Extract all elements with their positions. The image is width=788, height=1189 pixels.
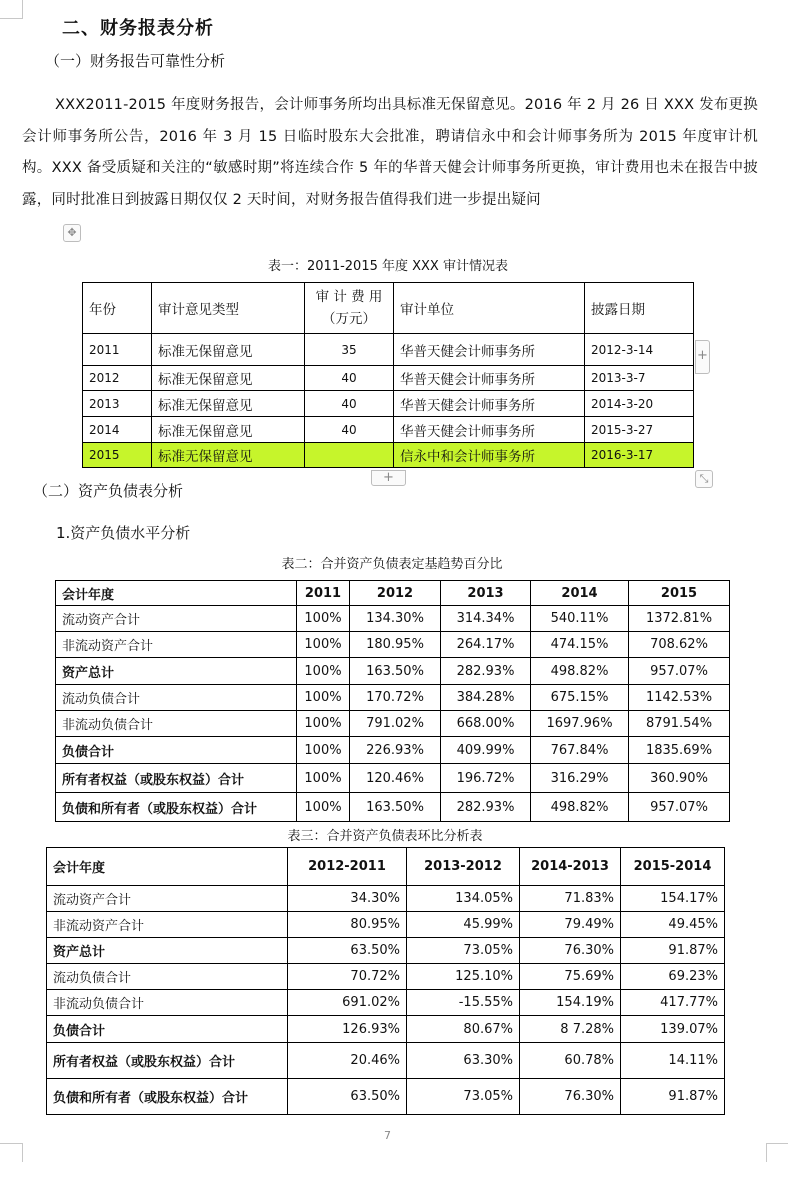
cell: 2015-3-27 — [585, 417, 694, 443]
cell: 40 — [305, 366, 394, 391]
header-cell: 2012 — [350, 581, 441, 606]
subsection-title-reliability: （一）财务报告可靠性分析 — [45, 52, 226, 70]
cell: 2014-3-20 — [585, 391, 694, 417]
row-label: 负债和所有者（或股东权益）合计 — [47, 1079, 288, 1115]
cell: 标准无保留意见 — [152, 417, 305, 443]
row-label: 所有者权益（或股东权益）合计 — [56, 764, 297, 793]
cell: 120.46% — [350, 764, 441, 793]
body-paragraph: XXX2011-2015 年度财务报告，会计师事务所均出具标准无保留意见。2016 年 2 月 26 日 XXX 发布更换会计师事务所公告，2016 年 3 月 15 日临时股东大会批准，聘请信永中和会计师事务所为 2015 年度审计机构。XXX 备受质疑和关注的“敏感时期”将连续合作 5 年的华普天健会计师事务所更换，审计费用也未在报告中披露，同时批准日到披露日期仅仅 2 天时间，对财务报告值得我们进一步提出疑问 — [22, 97, 758, 208]
cell: 80.67% — [407, 1016, 520, 1043]
header-cell: 审计意见类型 — [152, 283, 305, 334]
cell: 34.30% — [288, 886, 407, 912]
cell: 91.87% — [621, 1079, 725, 1115]
cell: 40 — [305, 417, 394, 443]
cell: 华普天健会计师事务所 — [394, 417, 585, 443]
header-cell: 年份 — [83, 283, 152, 334]
cell: 957.07% — [629, 658, 730, 685]
table3-caption: 表三：合并资产负债表环比分析表 — [287, 829, 483, 844]
cell: 华普天健会计师事务所 — [394, 391, 585, 417]
cell: 180.95% — [350, 632, 441, 658]
cell: 100% — [297, 737, 350, 764]
table2-caption: 表二：合并资产负债表定基趋势百分比 — [281, 557, 503, 572]
cell: 154.17% — [621, 886, 725, 912]
cell: 791.02% — [350, 711, 441, 737]
header-cell: 2014-2013 — [520, 848, 621, 886]
row-label: 负债和所有者（或股东权益）合计 — [56, 793, 297, 822]
table-row — [56, 793, 730, 822]
cell: 80.95% — [288, 912, 407, 938]
cell: 100% — [297, 764, 350, 793]
cell: 45.99% — [407, 912, 520, 938]
row-label: 流动负债合计 — [47, 964, 288, 990]
header-cell: 2014 — [531, 581, 629, 606]
cell: 20.46% — [288, 1043, 407, 1079]
row-label: 资产总计 — [47, 938, 288, 964]
cell: 63.50% — [288, 938, 407, 964]
cell: 409.99% — [441, 737, 531, 764]
cell: 2015 — [83, 443, 152, 468]
table-row — [83, 391, 694, 417]
cell: 498.82% — [531, 793, 629, 822]
cell: 100% — [297, 632, 350, 658]
cell: 35 — [305, 334, 394, 366]
cell: 63.30% — [407, 1043, 520, 1079]
header-cell: 2011 — [297, 581, 350, 606]
cell: 384.28% — [441, 685, 531, 711]
period-comparison-table — [46, 847, 725, 1115]
cell: 华普天健会计师事务所 — [394, 334, 585, 366]
header-cell: 会计年度 — [47, 848, 288, 886]
cell: 2014 — [83, 417, 152, 443]
cell: 170.72% — [350, 685, 441, 711]
trend-percentage-table — [55, 580, 730, 822]
cell: 14.11% — [621, 1043, 725, 1079]
header-cell: 会计年度 — [56, 581, 297, 606]
cell: 126.93% — [288, 1016, 407, 1043]
header-cell: 审 计 费 用（万元） — [305, 283, 394, 334]
cell: 498.82% — [531, 658, 629, 685]
table-row — [56, 658, 730, 685]
table-row — [56, 764, 730, 793]
table-row — [47, 912, 725, 938]
cell: 163.50% — [350, 793, 441, 822]
header-cell: 2015 — [629, 581, 730, 606]
cell — [305, 443, 394, 468]
row-label: 流动资产合计 — [47, 886, 288, 912]
table-move-handle-icon[interactable]: ✥ — [63, 224, 81, 242]
header-cell: 2012-2011 — [288, 848, 407, 886]
cell: 8791.54% — [629, 711, 730, 737]
cell: 79.49% — [520, 912, 621, 938]
cell: 2012-3-14 — [585, 334, 694, 366]
row-label: 非流动负债合计 — [56, 711, 297, 737]
row-label: 负债合计 — [56, 737, 297, 764]
table-header-row — [56, 581, 730, 606]
cell: 316.29% — [531, 764, 629, 793]
header-cell: 2013-2012 — [407, 848, 520, 886]
cell: 91.87% — [621, 938, 725, 964]
cell: 1372.81% — [629, 606, 730, 632]
cell: 标准无保留意见 — [152, 334, 305, 366]
page-number: 7 — [384, 1129, 391, 1142]
cell: 69.23% — [621, 964, 725, 990]
table-row — [47, 964, 725, 990]
cell: 264.17% — [441, 632, 531, 658]
row-label: 流动资产合计 — [56, 606, 297, 632]
row-label: 非流动资产合计 — [56, 632, 297, 658]
cell: 100% — [297, 658, 350, 685]
cell: 76.30% — [520, 1079, 621, 1115]
table-row — [47, 938, 725, 964]
add-column-button[interactable]: + — [371, 470, 406, 486]
page-corner-mark-top-left — [0, 0, 23, 19]
subsection-title-balance-sheet: （二）资产负债表分析 — [33, 482, 184, 500]
cell: 668.00% — [441, 711, 531, 737]
table-row-highlighted — [83, 443, 694, 468]
cell: 49.45% — [621, 912, 725, 938]
cell: 1835.69% — [629, 737, 730, 764]
cell: -15.55% — [407, 990, 520, 1016]
header-cell: 审计单位 — [394, 283, 585, 334]
table1-caption: 表一：2011-2015 年度 XXX 审计情况表 — [268, 259, 508, 274]
cell: 163.50% — [350, 658, 441, 685]
cell: 540.11% — [531, 606, 629, 632]
cell: 196.72% — [441, 764, 531, 793]
cell: 134.30% — [350, 606, 441, 632]
cell: 708.62% — [629, 632, 730, 658]
row-label: 非流动资产合计 — [47, 912, 288, 938]
audit-table — [82, 282, 694, 468]
page-corner-mark-bottom-left — [0, 1143, 23, 1162]
cell: 8 7.28% — [520, 1016, 621, 1043]
cell: 76.30% — [520, 938, 621, 964]
table-row — [47, 886, 725, 912]
cell: 691.02% — [288, 990, 407, 1016]
row-label: 非流动负债合计 — [47, 990, 288, 1016]
table-row — [83, 417, 694, 443]
cell: 71.83% — [520, 886, 621, 912]
table-row — [47, 990, 725, 1016]
table-row — [56, 737, 730, 764]
cell: 226.93% — [350, 737, 441, 764]
cell: 73.05% — [407, 938, 520, 964]
header-cell: 披露日期 — [585, 283, 694, 334]
table-row — [47, 1079, 725, 1115]
cell: 314.34% — [441, 606, 531, 632]
table-row — [56, 711, 730, 737]
section-heading: 二、财务报表分析 — [62, 18, 214, 39]
row-label: 所有者权益（或股东权益）合计 — [47, 1043, 288, 1079]
cell: 154.19% — [520, 990, 621, 1016]
cell: 40 — [305, 391, 394, 417]
row-label: 资产总计 — [56, 658, 297, 685]
cell: 73.05% — [407, 1079, 520, 1115]
cell: 60.78% — [520, 1043, 621, 1079]
cell: 华普天健会计师事务所 — [394, 366, 585, 391]
cell: 1142.53% — [629, 685, 730, 711]
table-row — [47, 1016, 725, 1043]
cell: 417.77% — [621, 990, 725, 1016]
cell: 767.84% — [531, 737, 629, 764]
table-row — [83, 366, 694, 391]
header-cell: 2015-2014 — [621, 848, 725, 886]
cell: 标准无保留意见 — [152, 391, 305, 417]
cell: 信永中和会计师事务所 — [394, 443, 585, 468]
cell: 2012 — [83, 366, 152, 391]
cell: 360.90% — [629, 764, 730, 793]
cell: 63.50% — [288, 1079, 407, 1115]
cell: 282.93% — [441, 793, 531, 822]
cell: 125.10% — [407, 964, 520, 990]
cell: 70.72% — [288, 964, 407, 990]
cell: 100% — [297, 711, 350, 737]
cell: 标准无保留意见 — [152, 366, 305, 391]
cell: 2016-3-17 — [585, 443, 694, 468]
table-header-row — [83, 283, 694, 334]
table-row — [83, 334, 694, 366]
cell: 100% — [297, 685, 350, 711]
cell: 100% — [297, 793, 350, 822]
cell: 100% — [297, 606, 350, 632]
cell: 675.15% — [531, 685, 629, 711]
cell: 134.05% — [407, 886, 520, 912]
cell: 474.15% — [531, 632, 629, 658]
cell: 75.69% — [520, 964, 621, 990]
header-cell: 2013 — [441, 581, 531, 606]
table-header-row — [47, 848, 725, 886]
row-label: 负债合计 — [47, 1016, 288, 1043]
page-corner-mark-bottom-right — [766, 1143, 788, 1162]
subsection-title-level-analysis: 1.资产负债水平分析 — [56, 524, 191, 542]
table-resize-handle-icon[interactable]: ⤡ — [695, 470, 713, 488]
cell: 标准无保留意见 — [152, 443, 305, 468]
table-row — [47, 1043, 725, 1079]
add-row-button[interactable]: + — [695, 340, 710, 374]
cell: 2013-3-7 — [585, 366, 694, 391]
cell: 957.07% — [629, 793, 730, 822]
cell: 282.93% — [441, 658, 531, 685]
cell: 1697.96% — [531, 711, 629, 737]
table-row — [56, 632, 730, 658]
cell: 2011 — [83, 334, 152, 366]
row-label: 流动负债合计 — [56, 685, 297, 711]
table-row — [56, 606, 730, 632]
cell: 2013 — [83, 391, 152, 417]
cell: 139.07% — [621, 1016, 725, 1043]
table-row — [56, 685, 730, 711]
